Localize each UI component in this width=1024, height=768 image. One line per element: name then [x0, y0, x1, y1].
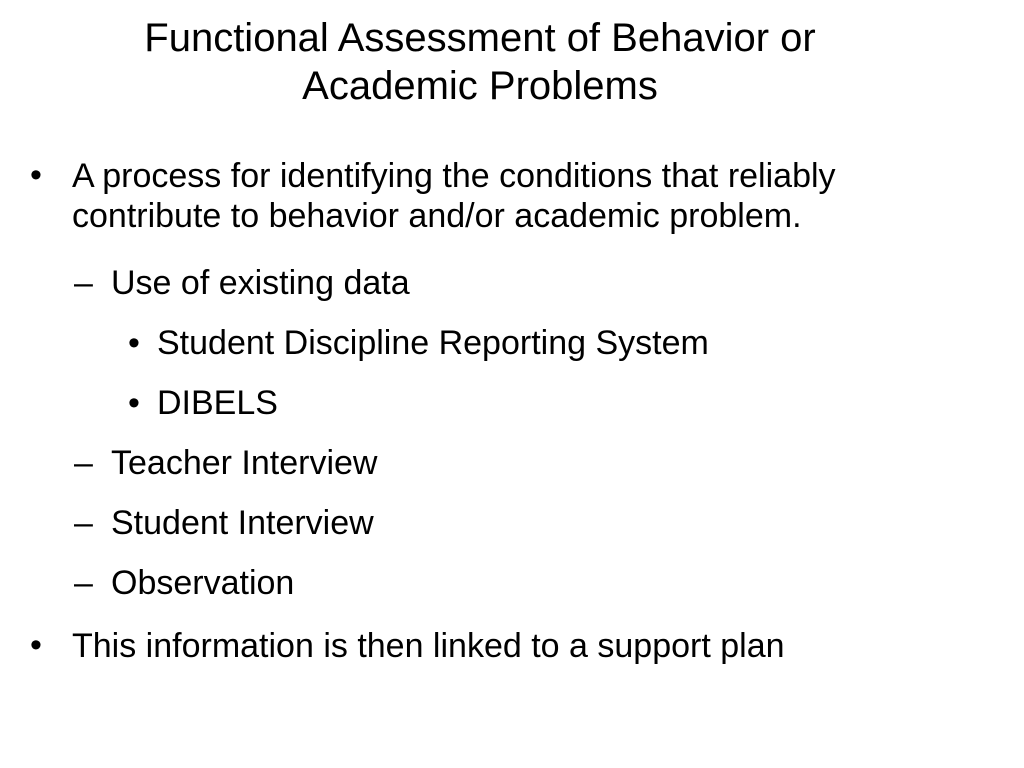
slide-title-line-1: Functional Assessment of Behavior or — [144, 16, 816, 60]
bullet-text-line-1: A process for identifying the conditions that reliably — [72, 157, 836, 195]
sub-item-text: Teacher Interview — [111, 444, 378, 482]
bullet-text-line-2: contribute to behavior and/or academic problem. — [72, 197, 802, 235]
dash-marker: – — [74, 504, 93, 542]
sub-sub-item-text: DIBELS — [157, 384, 278, 422]
bullet-marker: • — [128, 324, 140, 362]
sub-item-text: Student Interview — [111, 504, 374, 542]
dash-marker: – — [74, 264, 93, 302]
bullet-marker: • — [30, 626, 42, 664]
slide-title-line-2: Academic Problems — [302, 64, 658, 108]
bullet-marker: • — [128, 384, 140, 422]
bullet-text: This information is then linked to a support plan — [72, 627, 785, 665]
sub-item-text: Use of existing data — [111, 264, 410, 302]
sub-item-text: Observation — [111, 564, 295, 602]
slide-title — [40, 14, 920, 110]
dash-marker: – — [74, 564, 93, 602]
sub-sub-item-text: Student Discipline Reporting System — [157, 324, 709, 362]
dash-marker: – — [74, 444, 93, 482]
bullet-marker: • — [30, 156, 42, 194]
